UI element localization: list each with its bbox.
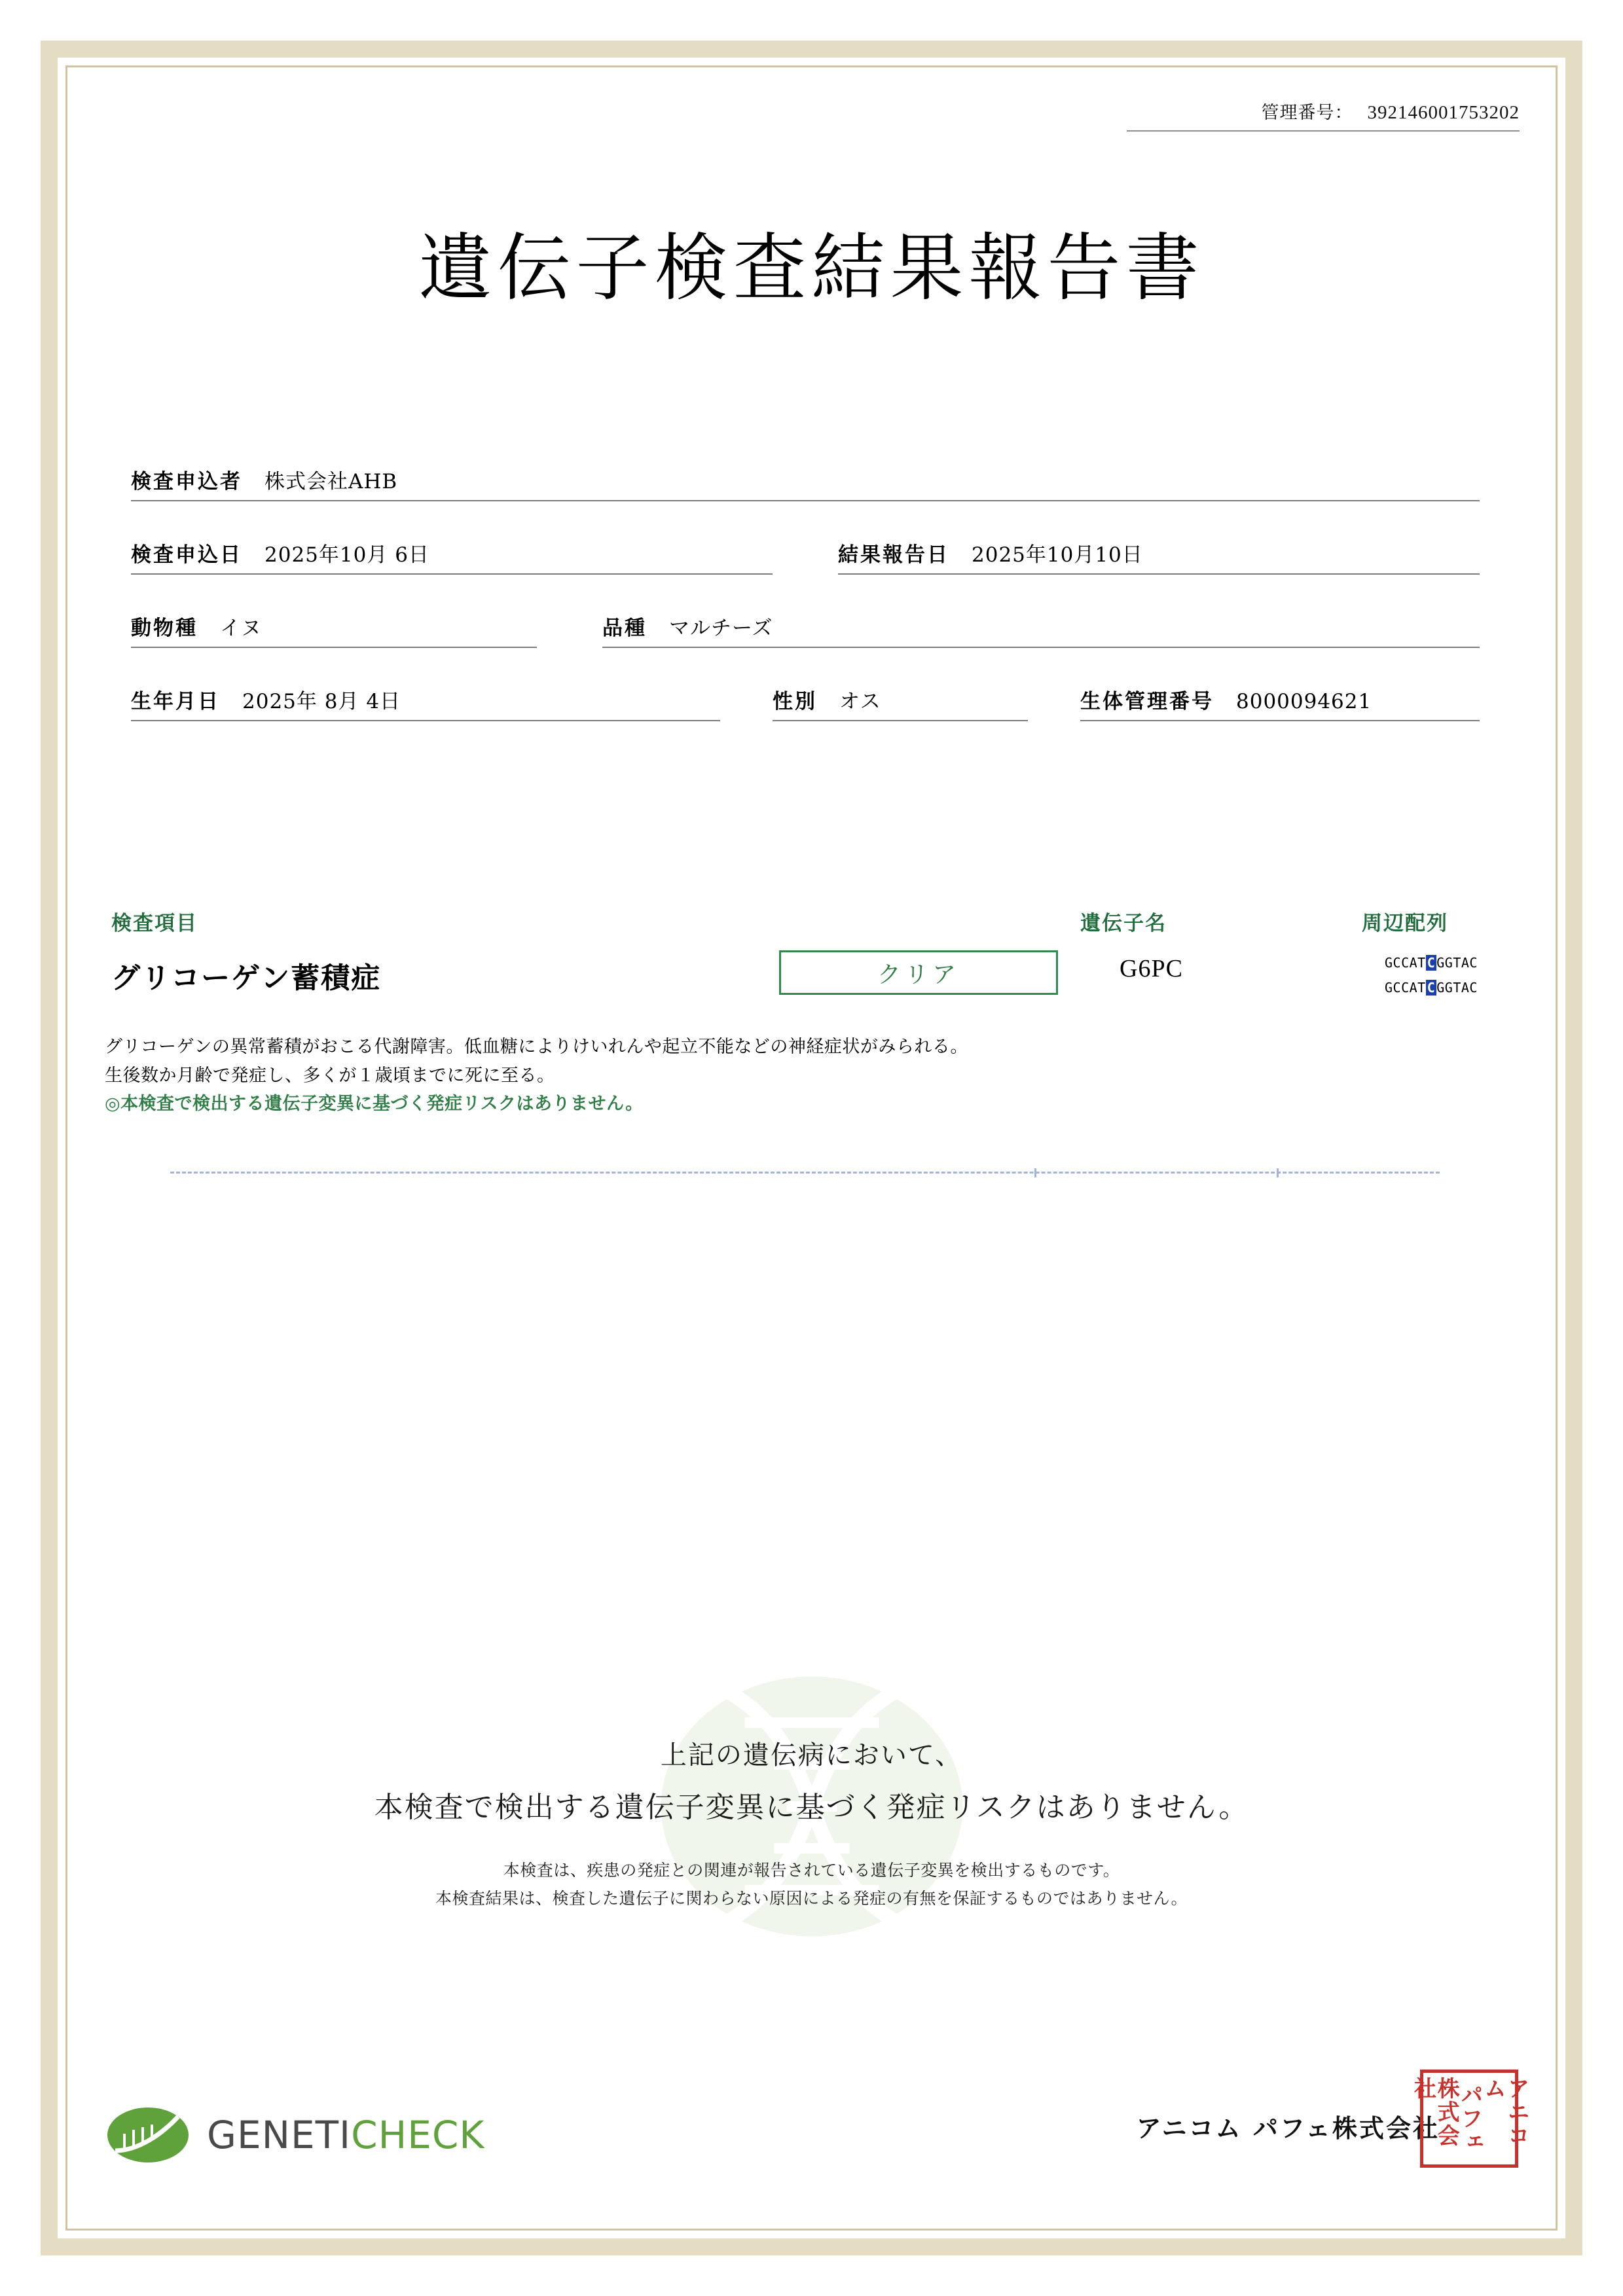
applicant-label: 検査申込者 <box>131 470 242 493</box>
field-animal-id <box>1080 685 1480 721</box>
animal-id-label: 生体管理番号 <box>1080 690 1214 713</box>
control-number-label: 管理番号： <box>1261 103 1353 122</box>
report-date-label: 結果報告日 <box>838 543 949 567</box>
birth-date-value: 2025年 8月 4日 <box>242 690 401 713</box>
field-row-dates <box>131 538 1505 575</box>
breed-value: マルチーズ <box>669 617 773 640</box>
company-seal <box>1410 2070 1530 2168</box>
sequence-highlight-2: C <box>1427 980 1436 996</box>
sequence-left-1: GCCAT <box>1385 955 1426 971</box>
disease-name: グリコーゲン蓄積症 <box>111 961 382 995</box>
sequence-allele-2 <box>1385 975 1478 1000</box>
test-result-row <box>105 949 1512 1021</box>
field-birth-date <box>131 685 720 721</box>
column-header-sequence: 周辺配列 <box>1362 912 1448 935</box>
sex-value: オス <box>839 690 881 713</box>
sex-label: 性別 <box>773 690 817 713</box>
logo-text-check: CHECK <box>351 2113 485 2157</box>
info-fields <box>131 465 1505 758</box>
field-sex <box>773 685 1028 721</box>
seal-column-3: 株式会社 <box>1410 2077 1460 2147</box>
divider-tick-left <box>1034 1168 1036 1177</box>
description-risk-line: ◎本検査で検出する遺伝子変異に基づく発症リスクはありません。 <box>105 1094 644 1115</box>
column-header-gene: 遺伝子名 <box>1080 912 1167 935</box>
divider-tick-right <box>1277 1168 1279 1177</box>
control-number-row <box>1127 98 1520 132</box>
logo-wordmark <box>207 2113 484 2157</box>
applicant-value: 株式会社AHB <box>264 470 398 493</box>
field-breed <box>602 611 1480 648</box>
breed-label: 品種 <box>602 617 647 640</box>
geneticheck-logo <box>105 2105 484 2165</box>
description-line-2: 生後数か月齢で発症し、多くが１歳頃までに死に至る。 <box>105 1065 555 1086</box>
summary-line-1: 上記の遺伝病において、 <box>660 1740 963 1770</box>
field-apply-date <box>131 538 773 575</box>
field-row-applicant <box>131 465 1505 501</box>
seal-column-1: アニコム <box>1480 2077 1530 2147</box>
seal-column-2: パフェ <box>1456 2083 1483 2154</box>
sequence-right-1: GGTAC <box>1436 955 1478 971</box>
sequence-allele-1 <box>1385 950 1478 975</box>
summary-line-2: 本検査で検出する遺伝子変異に基づく発症リスクはありません。 <box>374 1791 1249 1824</box>
species-value: イヌ <box>220 617 262 640</box>
summary-block <box>98 1734 1525 1912</box>
apply-date-value: 2025年10月 6日 <box>264 543 429 567</box>
page-title: 遺伝子検査結果報告書 <box>418 226 1205 311</box>
sequence-highlight-1: C <box>1427 955 1436 971</box>
control-number-value: 392146001753202 <box>1367 102 1520 123</box>
page-footer <box>98 2041 1530 2191</box>
test-table-header <box>105 906 1512 933</box>
sequence-left-2: GCCAT <box>1385 980 1426 996</box>
leaf-icon <box>105 2105 191 2165</box>
logo-text-geneti: GENETI <box>207 2113 352 2157</box>
field-species <box>131 611 537 648</box>
field-row-species <box>131 611 1505 648</box>
field-report-date <box>838 538 1480 575</box>
company-name: アニコム パフェ株式会社 <box>1136 2113 1440 2143</box>
result-status-text: クリア <box>877 961 960 988</box>
page-content <box>98 85 1530 2211</box>
report-date-value: 2025年10月10日 <box>972 543 1143 567</box>
column-header-item: 検査項目 <box>111 912 198 935</box>
apply-date-label: 検査申込日 <box>131 543 242 567</box>
sequence-block <box>1385 950 1478 1000</box>
birth-date-label: 生年月日 <box>131 690 220 713</box>
summary-note-1: 本検査は、疾患の発症との関連が報告されている遺伝子変異を検出するものです。 <box>503 1861 1120 1880</box>
gene-name: G6PC <box>1120 955 1183 982</box>
animal-id-value: 8000094621 <box>1236 690 1372 713</box>
species-label: 動物種 <box>131 617 198 640</box>
field-applicant <box>131 465 1480 501</box>
field-row-birth <box>131 685 1505 721</box>
sequence-right-2: GGTAC <box>1436 980 1478 996</box>
section-divider <box>170 1172 1440 1174</box>
summary-note-2: 本検査結果は、検査した遺伝子に関わらない原因による発症の有無を保証するものではありません。 <box>435 1888 1188 1908</box>
description-line-1: グリコーゲンの異常蓄積がおこる代謝障害。低血糖によりけいれんや起立不能などの神経症状がみられる。 <box>105 1037 968 1057</box>
disease-description <box>105 1033 1512 1119</box>
result-status-badge <box>779 950 1058 995</box>
